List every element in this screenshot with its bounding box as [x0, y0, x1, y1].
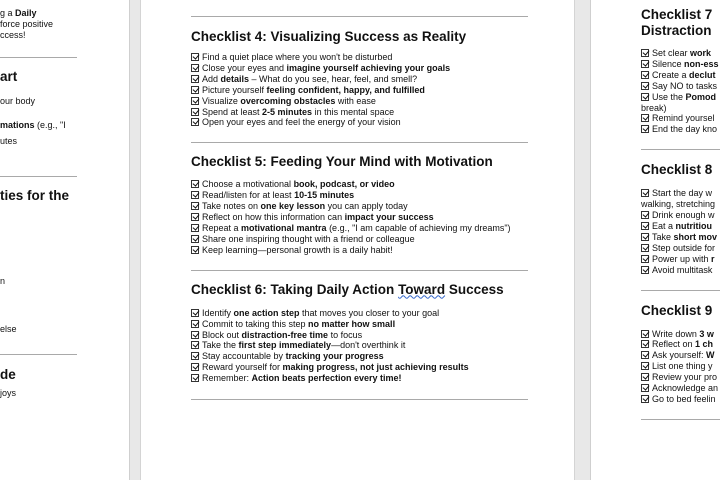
- item-text-pre: Close your eyes and: [202, 62, 287, 73]
- item-text-pre: Ask yourself:: [652, 350, 707, 361]
- checklist-item: [191, 319, 528, 330]
- checklist-item: [191, 179, 528, 190]
- checklist-item: [191, 107, 528, 118]
- checklist-item: [641, 232, 720, 243]
- checkbox-icon[interactable]: [641, 211, 649, 219]
- checkbox-icon[interactable]: [191, 53, 199, 61]
- checklist-item: [191, 351, 528, 362]
- item-text-bold: non-ess: [684, 58, 719, 69]
- item-text-pre: Avoid multitask: [652, 264, 713, 275]
- checklist-item: [641, 92, 720, 103]
- item-text-bold: Action beats perfection every time!: [251, 373, 402, 384]
- center-page: [140, 0, 575, 480]
- checklist-item: [641, 113, 720, 124]
- checkbox-icon[interactable]: [641, 71, 649, 79]
- item-text-pre: Spend at least: [202, 106, 263, 117]
- item-text-bold: making progress, not just achieving results: [282, 362, 469, 373]
- item-text-bold: no matter how small: [308, 318, 396, 329]
- item-text-bold: 10-15 minutes: [294, 190, 355, 201]
- item-text-pre: Remember:: [202, 373, 252, 384]
- checklist-item: [191, 340, 528, 351]
- section-divider: [191, 399, 528, 400]
- checkbox-icon[interactable]: [641, 384, 649, 392]
- left-text-line: our body: [0, 96, 36, 106]
- section-divider: [0, 354, 77, 355]
- item-text-bold: overcoming obstacles: [240, 95, 336, 106]
- item-text-pre: Step outside for: [652, 242, 716, 253]
- item-text-post: to focus: [328, 329, 363, 340]
- item-text-bold: 3 w: [699, 328, 714, 339]
- checkbox-icon[interactable]: [191, 352, 199, 360]
- checklist-item: [191, 234, 528, 245]
- item-text-pre: Eat a: [652, 220, 676, 231]
- item-text-pre: Choose a motivational: [202, 179, 294, 190]
- item-text-pre: walking, stretching: [641, 199, 716, 210]
- item-text-pre: Start the day w: [652, 188, 713, 199]
- item-text-pre: Take: [652, 231, 674, 242]
- item-text-post: —don't overthink it: [331, 340, 406, 351]
- checklist-item: [191, 190, 528, 201]
- left-text-line: joys: [0, 388, 17, 398]
- checklist-item: [191, 201, 528, 212]
- checklist-item: [641, 339, 720, 350]
- checklist-item: [641, 394, 720, 405]
- item-text-bold: one action step: [233, 307, 300, 318]
- checklist-item: [641, 70, 720, 81]
- checklist-item: [191, 74, 528, 85]
- item-text-pre: Reflect on: [652, 339, 696, 350]
- checklist-7-items: [641, 48, 720, 135]
- item-text-pre: Picture yourself: [202, 84, 267, 95]
- left-text-line: else: [0, 324, 17, 334]
- item-text-pre: Drink enough w: [652, 210, 715, 221]
- item-text-pre: Commit to taking this step: [202, 318, 309, 329]
- checklist-item: [191, 223, 528, 234]
- item-text-pre: Remind yoursel: [652, 113, 715, 124]
- left-text-line: ccess!: [0, 30, 26, 40]
- item-text-pre: Find a quiet place where you won't be disturbed: [202, 52, 393, 62]
- checklist-item: [641, 221, 720, 232]
- item-text-pre: Use the: [652, 91, 686, 102]
- item-text-pre: Say NO to tasks: [652, 80, 718, 91]
- section-divider: [191, 270, 528, 271]
- checkbox-icon[interactable]: [641, 125, 649, 133]
- checklist-item: [191, 117, 528, 128]
- checklist-6-title: Checklist 6: Taking Daily Action Toward Success: [191, 281, 504, 297]
- checkbox-icon[interactable]: [191, 374, 199, 382]
- item-text-pre: Go to bed feelin: [652, 393, 716, 404]
- checkbox-icon[interactable]: [641, 362, 649, 370]
- checkbox-icon[interactable]: [191, 224, 199, 232]
- item-text-pre: Block out: [202, 329, 242, 340]
- item-text-pre: List one thing y: [652, 361, 713, 372]
- checklist-item: [191, 373, 528, 384]
- checklist-4-title: Checklist 4: Visualizing Success as Reality: [191, 29, 467, 44]
- item-text-pre: Acknowledge an: [652, 383, 719, 394]
- checkbox-icon[interactable]: [641, 266, 649, 274]
- checklist-item: [191, 96, 528, 107]
- item-text-bold: impact your success: [344, 212, 434, 223]
- item-text-pre: Reward yourself for: [202, 362, 283, 373]
- item-text-post: in this mental space: [312, 106, 395, 117]
- checkbox-icon[interactable]: [641, 222, 649, 230]
- checklist-item: [191, 85, 528, 96]
- checkbox-icon[interactable]: [191, 180, 199, 188]
- checkbox-icon[interactable]: [641, 255, 649, 263]
- checkbox-icon[interactable]: [191, 64, 199, 72]
- checkbox-icon[interactable]: [641, 233, 649, 241]
- checklist-item: [641, 372, 720, 383]
- item-text-bold: imagine yourself achieving your goals: [286, 62, 451, 73]
- item-text-pre: End the day kno: [652, 124, 718, 135]
- checkbox-icon[interactable]: [641, 244, 649, 252]
- checkbox-icon[interactable]: [641, 82, 649, 90]
- item-text-pre: Set clear: [652, 48, 691, 58]
- item-text-pre: Identify: [202, 307, 234, 318]
- item-text-bold: W: [706, 350, 715, 361]
- item-text-pre: Read/listen for at least: [202, 190, 295, 201]
- checkbox-icon[interactable]: [191, 235, 199, 243]
- checklist-item: [641, 329, 720, 340]
- item-text-pre: break): [641, 102, 667, 113]
- checklist-7-title: Checklist 7 Distraction: [641, 7, 713, 38]
- checklist-item: [641, 350, 720, 361]
- checklist-item: [641, 48, 720, 59]
- checklist-9-title: Checklist 9: [641, 302, 713, 318]
- checklist-item: [641, 59, 720, 70]
- item-text-bold: tracking your progress: [285, 351, 384, 362]
- section-heading: ties for the: [0, 188, 70, 203]
- checklist-9-items: [641, 329, 720, 405]
- section-divider: [641, 290, 720, 291]
- item-text-pre: Review your pro: [652, 372, 718, 383]
- checkbox-icon[interactable]: [191, 108, 199, 116]
- item-text-pre: Create a: [652, 69, 690, 80]
- item-text-bold: motivational mantra: [241, 222, 327, 233]
- item-text-pre: Reflect on how this information can: [202, 212, 345, 223]
- checkbox-icon[interactable]: [641, 373, 649, 381]
- checkbox-icon[interactable]: [191, 118, 199, 126]
- item-text-pre: Open your eyes and feel the energy of your vision: [202, 117, 401, 128]
- item-text-bold: r: [711, 253, 715, 264]
- item-text-post: that moves you closer to your goal: [299, 307, 440, 318]
- left-text-line: g a Daily: [0, 8, 37, 18]
- section-divider: [191, 16, 528, 17]
- checkbox-icon[interactable]: [641, 330, 649, 338]
- item-text-post: with ease: [335, 95, 376, 106]
- checkbox-icon[interactable]: [641, 189, 649, 197]
- item-text-post: you can apply today: [325, 201, 408, 212]
- checkbox-icon[interactable]: [641, 395, 649, 403]
- checkbox-icon[interactable]: [191, 331, 199, 339]
- checklist-item: [191, 63, 528, 74]
- item-text-pre: Add: [202, 73, 221, 84]
- checkbox-icon[interactable]: [641, 340, 649, 348]
- checkbox-icon[interactable]: [641, 351, 649, 359]
- checklist-item: [191, 52, 528, 63]
- checklist-item: [191, 330, 528, 341]
- checklist-5-items: [191, 179, 528, 255]
- checklist-item: [641, 103, 720, 114]
- item-text-pre: Silence: [652, 58, 685, 69]
- checkbox-icon[interactable]: [191, 213, 199, 221]
- checkbox-icon[interactable]: [641, 49, 649, 57]
- item-text-bold: book, podcast, or video: [293, 179, 395, 190]
- item-text-bold: Pomod: [685, 91, 717, 102]
- checkbox-icon[interactable]: [191, 202, 199, 210]
- checklist-item: [191, 212, 528, 223]
- item-text-pre: Take the: [202, 340, 239, 351]
- checklist-6-items: [191, 308, 528, 384]
- checklist-4-items: [191, 52, 528, 128]
- checklist-item: [641, 254, 720, 265]
- checklist-item: [641, 383, 720, 394]
- checkbox-icon[interactable]: [191, 75, 199, 83]
- item-text-pre: Keep learning—personal growth is a daily habit!: [202, 244, 393, 255]
- checkbox-icon[interactable]: [641, 60, 649, 68]
- checkbox-icon[interactable]: [191, 309, 199, 317]
- item-text-bold: first step immediately: [238, 340, 332, 351]
- item-text-bold: declut: [689, 69, 716, 80]
- right-page: [590, 0, 720, 480]
- checklist-5-title: Checklist 5: Feeding Your Mind with Motivation: [191, 154, 493, 170]
- checkbox-icon[interactable]: [191, 97, 199, 105]
- checklist-item: [641, 361, 720, 372]
- checkbox-icon[interactable]: [191, 320, 199, 328]
- left-text-line: force positive: [0, 19, 54, 29]
- checklist-8-items: [641, 188, 720, 275]
- section-heading: art: [0, 69, 18, 84]
- left-text-line: n: [0, 276, 6, 286]
- left-text-line: utes: [0, 136, 18, 146]
- item-text-pre: Write down: [652, 328, 700, 339]
- item-text-post: (e.g., "I am capable of achieving my dreams"): [326, 222, 511, 233]
- left-page: [0, 0, 130, 480]
- checklist-item: [191, 362, 528, 373]
- checklist-item: [191, 245, 528, 256]
- item-text-pre: Repeat a: [202, 222, 242, 233]
- section-divider: [191, 142, 528, 143]
- checklist-item: [191, 308, 528, 319]
- item-text-bold: nutritiou: [675, 220, 713, 231]
- item-text-bold: work: [690, 48, 712, 58]
- checkbox-icon[interactable]: [191, 246, 199, 254]
- section-divider: [641, 149, 720, 150]
- item-text-pre: Share one inspiring thought with a friend or colleague: [202, 233, 415, 244]
- item-text-pre: Visualize: [202, 95, 241, 106]
- checklist-item: [641, 124, 720, 135]
- item-text-bold: details: [220, 73, 250, 84]
- section-heading: de: [0, 367, 16, 382]
- item-text-pre: Stay accountable by: [202, 351, 286, 362]
- checkbox-icon[interactable]: [641, 114, 649, 122]
- checklist-8-title: Checklist 8: [641, 162, 713, 178]
- checkbox-icon[interactable]: [191, 341, 199, 349]
- checkbox-icon[interactable]: [641, 93, 649, 101]
- item-text-bold: 2-5 minutes: [262, 106, 313, 117]
- item-text-bold: one key lesson: [260, 201, 326, 212]
- item-text-bold: feeling confident, happy, and fulfilled: [266, 84, 425, 95]
- item-text-bold: distraction-free time: [241, 329, 329, 340]
- checklist-item: [641, 81, 720, 92]
- checkbox-icon[interactable]: [191, 191, 199, 199]
- checkbox-icon[interactable]: [191, 363, 199, 371]
- checklist-item: [641, 199, 720, 210]
- item-text-bold: short mov: [673, 231, 718, 242]
- left-text-line: mations (e.g., "I: [0, 120, 66, 130]
- item-text-bold: 1 ch: [695, 339, 714, 350]
- checklist-item: [641, 188, 720, 199]
- item-text-pre: Power up with: [652, 253, 712, 264]
- section-divider: [0, 176, 77, 177]
- checklist-item: [641, 210, 720, 221]
- checklist-item: [641, 243, 720, 254]
- checkbox-icon[interactable]: [191, 86, 199, 94]
- section-divider: [0, 57, 77, 58]
- checklist-item: [641, 265, 720, 276]
- item-text-pre: Take notes on: [202, 201, 261, 212]
- item-text-post: – What do you see, hear, feel, and smell?: [249, 73, 418, 84]
- section-divider: [641, 419, 720, 420]
